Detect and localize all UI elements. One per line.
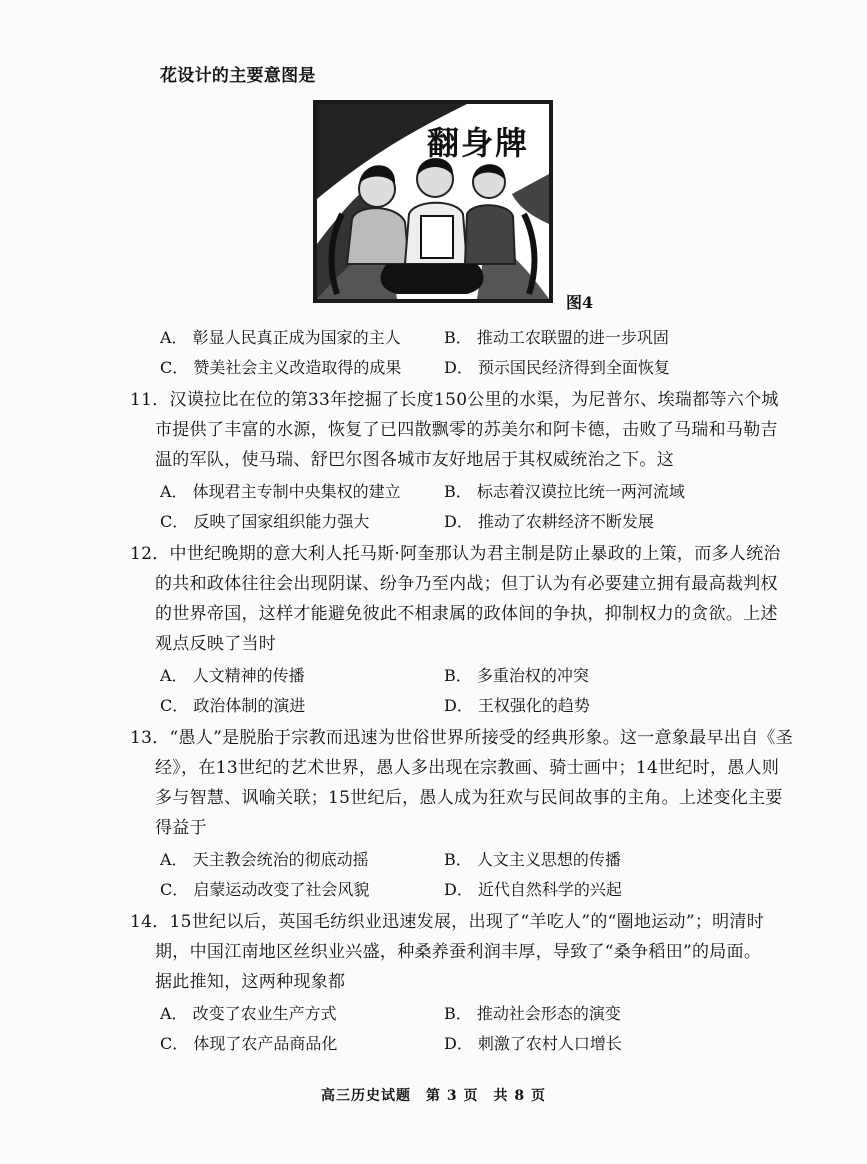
q13-stem-line: 得益于 [155, 818, 207, 838]
poster-title: 翻身牌 [427, 124, 530, 162]
q11-option-b[interactable]: B． 标志着汉谟拉比统一两河流域 [444, 482, 685, 501]
q14-option-d[interactable]: D． 刺激了农村人口增长 [444, 1034, 622, 1053]
q12-stem-line: 的共和政体往往会出现阴谋、纷争乃至内战；但丁认为有必要建立拥有最高裁判权 [155, 574, 778, 594]
q12-stem-line: 12．中世纪晚期的意大利人托马斯·阿奎那认为君主制是防止暴政的上策，而多人统治 [130, 544, 781, 564]
q14-option-a[interactable]: A． 改变了农业生产方式 [160, 1004, 337, 1023]
q13-option-b[interactable]: B． 人文主义思想的传播 [444, 850, 621, 869]
q11-option-c[interactable]: C． 反映了国家组织能力强大 [160, 512, 370, 531]
q14-stem-line: 期，中国江南地区丝织业兴盛，种桑养蚕利润丰厚，导致了“桑争稻田”的局面。 [155, 942, 762, 962]
q10-option-a[interactable]: A． 彰显人民真正成为国家的主人 [160, 328, 401, 347]
q14-option-c[interactable]: C． 体现了农产品商品化 [160, 1034, 338, 1053]
q12-option-c[interactable]: C． 政治体制的演进 [160, 696, 306, 715]
poster-image [313, 100, 553, 303]
q13-stem-line: 13．“愚人”是脱胎于宗教而迅速为世俗世界所接受的经典形象。这一意象最早出自《圣 [130, 728, 794, 748]
q11-option-a[interactable]: A． 体现君主专制中央集权的建立 [160, 482, 401, 501]
page-footer: 高三历史试题 第 3 页 共 8 页 [321, 1088, 546, 1104]
q12-stem-line: 观点反映了当时 [155, 634, 277, 654]
q11-option-d[interactable]: D． 推动了农耕经济不断发展 [444, 512, 654, 531]
q11-stem-line: 温的军队，使马瑞、舒巴尔图各城市友好地居于其权威统治之下。这 [155, 450, 674, 470]
q14-option-b[interactable]: B． 推动社会形态的演变 [444, 1004, 621, 1023]
q12-option-d[interactable]: D． 王权强化的趋势 [444, 696, 590, 715]
q10-option-b[interactable]: B． 推动工农联盟的进一步巩固 [444, 328, 669, 347]
q13-option-a[interactable]: A． 天主教会统治的彻底动摇 [160, 850, 369, 869]
q13-option-c[interactable]: C． 启蒙运动改变了社会风貌 [160, 880, 370, 899]
q11-stem-line: 市提供了丰富的水源，恢复了已四散飘零的苏美尔和阿卡德，击败了马瑞和马勒吉 [155, 420, 778, 440]
q10-option-c[interactable]: C． 赞美社会主义改造取得的成果 [160, 358, 402, 377]
q13-stem-line: 经》，在13世纪的艺术世界，愚人多出现在宗教画、骑士画中；14世纪时，愚人则 [155, 758, 780, 778]
question-stem-continuation: 花设计的主要意图是 [160, 66, 316, 86]
q14-stem-line: 据此推知，这两种现象都 [155, 972, 346, 992]
q14-stem-line: 14．15世纪以后，英国毛纺织业迅速发展，出现了“羊吃人”的“圈地运动”；明清时 [130, 912, 765, 932]
q12-option-b[interactable]: B． 多重治权的冲突 [444, 666, 589, 685]
q13-stem-line: 多与智慧、讽喻关联；15世纪后，愚人成为狂欢与民间故事的主角。上述变化主要 [155, 788, 783, 808]
q10-option-d[interactable]: D． 预示国民经济得到全面恢复 [444, 358, 670, 377]
figure-label: 图4 [566, 293, 594, 312]
q12-stem-line: 的世界帝国，这样才能避免彼此不相隶属的政体间的争执，抑制权力的贪欲。上述 [155, 604, 778, 624]
q11-stem-line: 11．汉谟拉比在位的第33年挖掘了长度150公里的水渠，为尼普尔、埃瑞都等六个城 [130, 390, 779, 410]
q12-option-a[interactable]: A． 人文精神的传播 [160, 666, 305, 685]
q13-option-d[interactable]: D． 近代自然科学的兴起 [444, 880, 622, 899]
